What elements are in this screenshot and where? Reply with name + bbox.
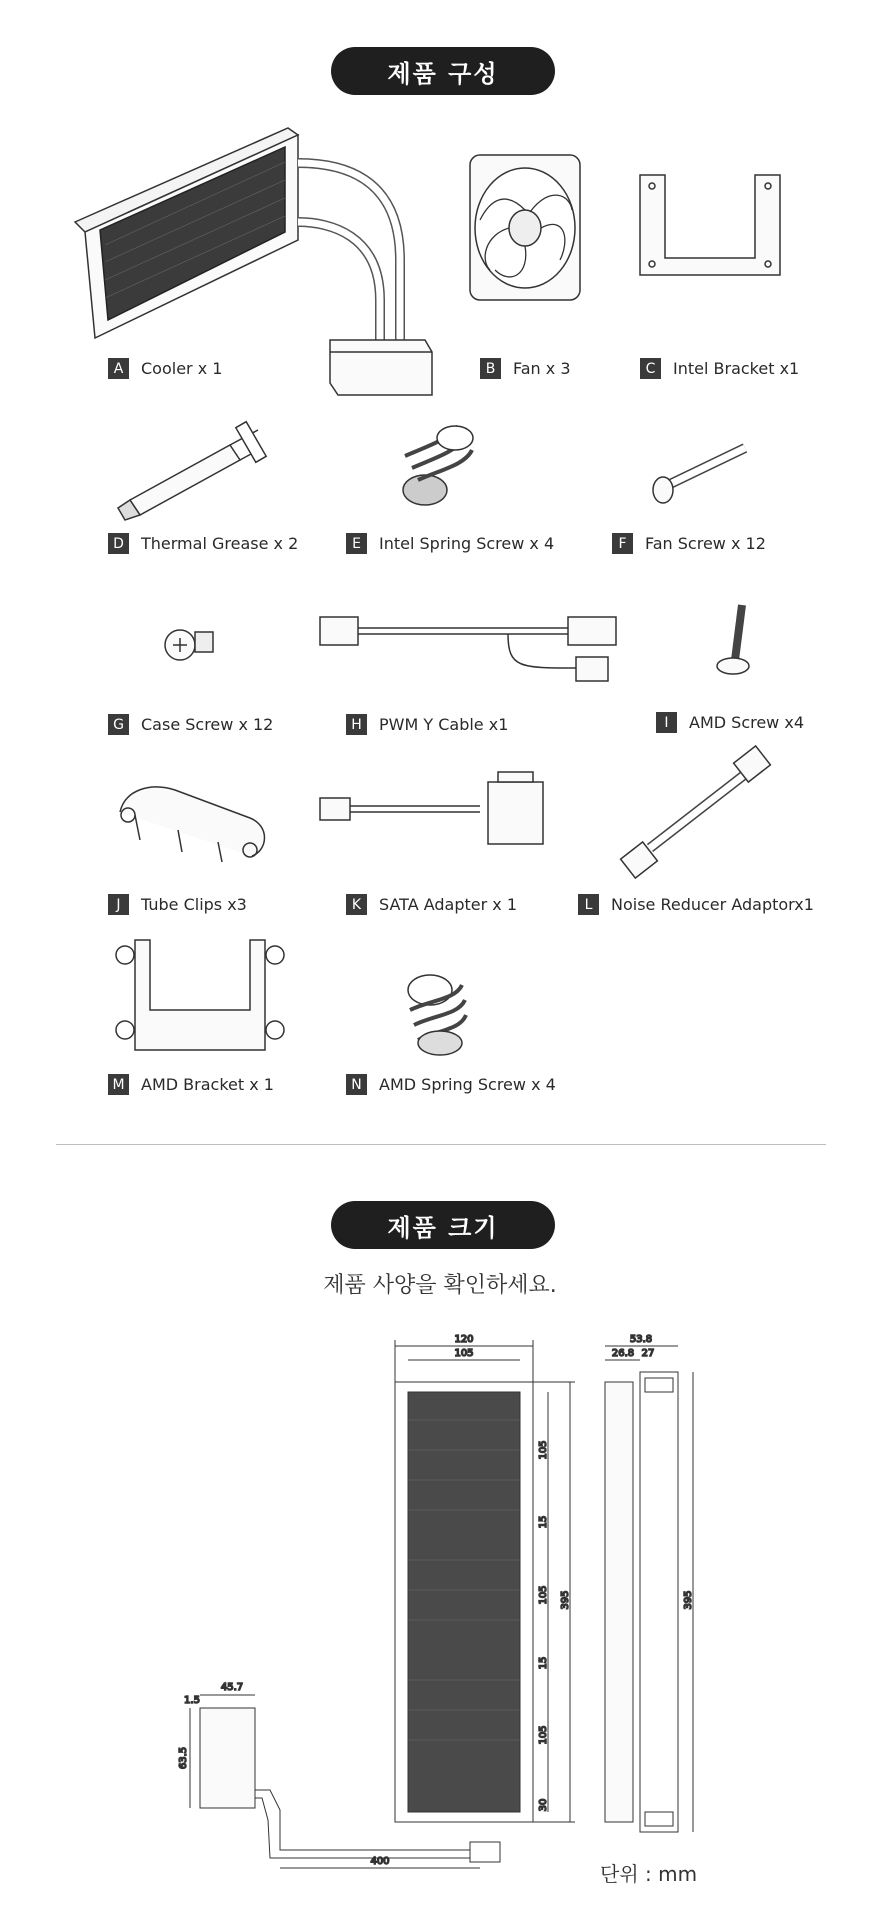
item-label: SATA Adapter x 1 bbox=[379, 895, 518, 914]
unit-label: 단위 : mm bbox=[600, 1862, 698, 1886]
item-label: AMD Screw x4 bbox=[689, 713, 804, 732]
fan-icon bbox=[470, 155, 580, 300]
item-f bbox=[612, 533, 766, 554]
intel-bracket-icon bbox=[640, 175, 780, 275]
item-label: Cooler x 1 bbox=[141, 359, 223, 378]
dim-side-height: 395 bbox=[683, 1590, 694, 1610]
dim-bottom: 30 bbox=[538, 1798, 549, 1812]
item-letter: G bbox=[108, 714, 129, 735]
item-letter: E bbox=[346, 533, 367, 554]
item-letter: C bbox=[640, 358, 661, 379]
item-b bbox=[480, 358, 571, 379]
item-label: Thermal Grease x 2 bbox=[141, 534, 299, 553]
fan-screw-icon bbox=[653, 448, 745, 503]
dimensions-title: 제품 크기 bbox=[331, 1201, 555, 1249]
item-l bbox=[578, 894, 814, 915]
item-letter: I bbox=[656, 712, 677, 733]
dim-depth-b: 27 bbox=[641, 1348, 655, 1359]
item-i bbox=[656, 712, 804, 733]
item-label: Noise Reducer Adaptorx1 bbox=[611, 895, 814, 914]
dim-width-total: 120 bbox=[454, 1334, 474, 1345]
amd-spring-screw-icon bbox=[408, 975, 466, 1055]
dim-fan-3: 105 bbox=[538, 1725, 549, 1745]
item-letter: K bbox=[346, 894, 367, 915]
item-label: AMD Spring Screw x 4 bbox=[379, 1075, 556, 1094]
item-letter: N bbox=[346, 1074, 367, 1095]
dim-gap-2: 15 bbox=[538, 1656, 549, 1670]
dim-gap-1: 15 bbox=[538, 1515, 549, 1529]
dim-width-inner: 105 bbox=[454, 1348, 474, 1359]
item-letter: D bbox=[108, 533, 129, 554]
dim-pump-offset: 1.5 bbox=[184, 1695, 200, 1706]
item-label: AMD Bracket x 1 bbox=[141, 1075, 274, 1094]
noise-reducer-icon bbox=[621, 746, 771, 878]
dim-depth-a: 26.8 bbox=[611, 1348, 635, 1359]
item-letter: J bbox=[108, 894, 129, 915]
dim-height-total: 395 bbox=[560, 1590, 571, 1610]
item-j bbox=[108, 894, 247, 915]
dim-fan-2: 105 bbox=[538, 1585, 549, 1605]
item-a bbox=[108, 358, 222, 379]
item-label: PWM Y Cable x1 bbox=[379, 715, 509, 734]
case-screw-icon bbox=[165, 630, 213, 660]
item-h bbox=[346, 714, 508, 735]
item-d bbox=[108, 533, 298, 554]
item-n bbox=[346, 1074, 556, 1095]
section-divider bbox=[56, 1144, 826, 1145]
dim-tube-length: 400 bbox=[370, 1856, 390, 1867]
item-label: Intel Bracket x1 bbox=[673, 359, 800, 378]
amd-screw-icon bbox=[717, 605, 749, 674]
item-label: Case Screw x 12 bbox=[141, 715, 274, 734]
radiator-pump-icon bbox=[75, 128, 432, 395]
item-letter: M bbox=[108, 1074, 129, 1095]
dim-fan-1: 105 bbox=[538, 1440, 549, 1460]
item-letter: H bbox=[346, 714, 367, 735]
dimension-drawing bbox=[190, 1340, 693, 1868]
item-letter: L bbox=[578, 894, 599, 915]
item-c bbox=[640, 358, 799, 379]
item-label: Fan x 3 bbox=[513, 359, 571, 378]
item-label: Tube Clips x3 bbox=[141, 895, 247, 914]
item-label: Fan Screw x 12 bbox=[645, 534, 766, 553]
item-k bbox=[346, 894, 517, 915]
components-title: 제품 구성 bbox=[331, 47, 555, 95]
item-m bbox=[108, 1074, 274, 1095]
item-label: Intel Spring Screw x 4 bbox=[379, 534, 555, 553]
item-e bbox=[346, 533, 554, 554]
tube-clips-icon bbox=[120, 787, 265, 862]
item-g bbox=[108, 714, 273, 735]
sata-adapter-icon bbox=[320, 772, 543, 844]
item-letter: B bbox=[480, 358, 501, 379]
thermal-grease-syringe-icon bbox=[118, 422, 266, 520]
pwm-y-cable-icon bbox=[320, 617, 616, 681]
spring-screw-icon bbox=[403, 426, 473, 505]
dimensions-subtitle: 제품 사양을 확인하세요. bbox=[323, 1273, 557, 1298]
dim-pump-height: 63.5 bbox=[178, 1746, 189, 1770]
dim-depth-total: 53.8 bbox=[629, 1334, 653, 1345]
item-letter: A bbox=[108, 358, 129, 379]
item-letter: F bbox=[612, 533, 633, 554]
amd-bracket-icon bbox=[116, 940, 284, 1050]
dim-pump-width: 45.7 bbox=[220, 1682, 244, 1693]
